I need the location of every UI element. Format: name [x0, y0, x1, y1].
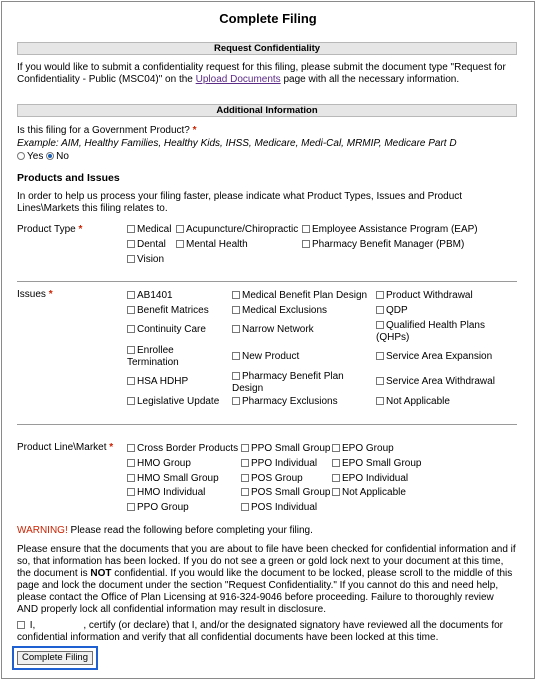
- product-line-label: HMO Individual: [137, 487, 206, 498]
- product-line-checkbox[interactable]: [241, 488, 249, 496]
- product-line-checkbox[interactable]: [127, 474, 135, 482]
- issue-checkbox[interactable]: [127, 325, 135, 333]
- product-type-option-dental[interactable]: [127, 239, 166, 251]
- issue-option-service-area-withdrawal[interactable]: [376, 376, 495, 388]
- confidentiality-text-before: If you would like to submit a confidentiality request for this filing, please submit the document type "Request for Confidentiality - Public (MSC04)" on the: [17, 62, 506, 85]
- issue-label: Service Area Expansion: [386, 351, 493, 362]
- product-line-checkbox[interactable]: [127, 459, 135, 467]
- product-type-label: Medical: [137, 224, 172, 235]
- warning-body: [17, 544, 517, 616]
- product-type-option-pharmacy-benefit-manager-pbm[interactable]: [302, 239, 464, 251]
- government-product-question: [17, 125, 197, 136]
- issue-label: Qualified Health Plans (QHPs): [376, 320, 485, 343]
- product-line-checkbox[interactable]: [332, 474, 340, 482]
- issue-checkbox[interactable]: [232, 306, 240, 314]
- product-line-option-not-applicable[interactable]: [332, 487, 406, 499]
- product-line-label: Cross Border Products: [137, 443, 239, 454]
- issue-checkbox[interactable]: [127, 306, 135, 314]
- product-line-label: HMO Group: [137, 458, 191, 469]
- product-line-checkbox[interactable]: [127, 444, 135, 452]
- product-line-label: PPO Individual: [251, 458, 318, 469]
- issue-option-qualified-health-plans-qhps[interactable]: [376, 320, 516, 344]
- issue-option-service-area-expansion[interactable]: [376, 351, 492, 363]
- issue-label: QDP: [386, 305, 408, 316]
- warning-label: WARNING!: [17, 525, 68, 536]
- issue-option-legislative-update[interactable]: [127, 396, 219, 408]
- product-type-option-medical[interactable]: [127, 224, 171, 236]
- product-line-label: POS Individual: [251, 502, 318, 513]
- issue-option-new-product[interactable]: [232, 351, 299, 363]
- issue-label: Benefit Matrices: [137, 305, 209, 316]
- complete-filing-button[interactable]: Complete Filing: [17, 651, 93, 665]
- product-line-label: HMO Small Group: [137, 473, 219, 484]
- product-line-option-pos-individual[interactable]: [241, 502, 317, 514]
- issue-label: Narrow Network: [242, 324, 314, 335]
- product-line-checkbox[interactable]: [332, 444, 340, 452]
- issue-checkbox[interactable]: [376, 291, 384, 299]
- yes-radio[interactable]: [17, 152, 25, 160]
- required-marker: *: [192, 125, 197, 136]
- request-confidentiality-header: Request Confidentiality: [17, 42, 517, 55]
- certify-checkbox[interactable]: [17, 621, 25, 629]
- issue-checkbox[interactable]: [232, 291, 240, 299]
- issue-checkbox[interactable]: [127, 291, 135, 299]
- issue-option-medical-benefit-plan-design[interactable]: [232, 290, 367, 302]
- product-line-checkbox[interactable]: [241, 503, 249, 511]
- products-issues-intro: In order to help us process your filing faster, please indicate what Product Types, Issues and Product Lines\Markets this filing relates to.: [17, 191, 463, 214]
- product-line-label: PPO Small Group: [251, 443, 331, 454]
- divider: [17, 424, 517, 425]
- product-line-option-hmo-individual[interactable]: [127, 487, 205, 499]
- product-type-option-mental-health[interactable]: [176, 239, 248, 251]
- no-radio-option[interactable]: [46, 151, 69, 162]
- government-product-example: Example: AIM, Healthy Families, Healthy Kids, IHSS, Medicare, Medi-Cal, MRMIP, Medicare Part D: [17, 138, 457, 149]
- product-line-option-pos-small-group[interactable]: [241, 487, 330, 499]
- issue-label: HSA HDHP: [137, 376, 189, 387]
- product-line-option-epo-group[interactable]: [332, 443, 394, 455]
- warning-text: Please read the following before completing your filing.: [67, 525, 313, 536]
- required-marker: *: [109, 442, 114, 453]
- issues-label: Issues: [17, 289, 46, 300]
- issue-label: Not Applicable: [386, 396, 450, 407]
- product-type-label: Pharmacy Benefit Manager (PBM): [312, 239, 465, 250]
- product-type-checkbox[interactable]: [127, 255, 135, 263]
- confidentiality-text: [17, 62, 517, 86]
- product-line-option-ppo-small-group[interactable]: [241, 443, 330, 455]
- product-type-label: Vision: [137, 254, 165, 265]
- issue-checkbox[interactable]: [376, 306, 384, 314]
- issue-label: Pharmacy Benefit Plan Design: [232, 371, 344, 394]
- confidentiality-text-after: page with all the necessary information.: [280, 74, 460, 85]
- warning-body-part2: confidential. If you would like the document to be locked, please scroll to the middle of this page and lock the document under the section "Request Confidentiality." If you cannot do this and need help, please contact the Office of Plan Licensing at 916-324-9046 before proceeding. Failure to thoroughly review AND properly lock all confidential information may result in disclosure.: [17, 568, 513, 615]
- issue-checkbox[interactable]: [127, 346, 135, 354]
- issue-option-medical-exclusions[interactable]: [232, 305, 327, 317]
- government-product-radios: [17, 151, 69, 162]
- product-type-option-vision[interactable]: [127, 254, 164, 266]
- product-line-checkbox[interactable]: [127, 488, 135, 496]
- product-type-label: Dental: [137, 239, 166, 250]
- yes-radio-label: Yes: [27, 151, 44, 162]
- product-line-option-epo-individual[interactable]: [332, 473, 408, 485]
- warning-body-part1: Please ensure that the documents that you are about to file have been checked for confidential information and if so, that information has been locked. If you do not see a green or gold lock next to your document at this time, the document is: [17, 544, 516, 579]
- product-line-checkbox[interactable]: [127, 503, 135, 511]
- required-marker: *: [78, 224, 83, 235]
- product-line-label: POS Group: [251, 473, 303, 484]
- product-type-checkbox[interactable]: [176, 225, 184, 233]
- issue-checkbox[interactable]: [376, 377, 384, 385]
- issue-label: AB1401: [137, 290, 173, 301]
- issue-option-enrollee-termination[interactable]: [127, 345, 227, 369]
- issue-label: Medical Exclusions: [242, 305, 328, 316]
- issue-option-narrow-network[interactable]: [232, 324, 314, 336]
- issue-label: Product Withdrawal: [386, 290, 473, 301]
- issue-checkbox[interactable]: [232, 325, 240, 333]
- product-type-checkbox[interactable]: [127, 225, 135, 233]
- upload-documents-link[interactable]: Upload Documents: [195, 74, 281, 85]
- certify-row: [17, 620, 517, 644]
- issue-checkbox[interactable]: [127, 377, 135, 385]
- product-type-label: Employee Assistance Program (EAP): [312, 224, 478, 235]
- warning-line: [17, 525, 313, 536]
- product-line-option-ppo-group[interactable]: [127, 502, 189, 514]
- issue-label: Continuity Care: [137, 324, 206, 335]
- product-line-checkbox[interactable]: [332, 488, 340, 496]
- product-type-label-row: [17, 224, 82, 235]
- product-type-checkbox[interactable]: [302, 240, 310, 248]
- product-line-option-ppo-individual[interactable]: [241, 458, 317, 470]
- additional-information-header: Additional Information: [17, 104, 517, 117]
- issue-checkbox[interactable]: [232, 352, 240, 360]
- product-line-label: PPO Group: [137, 502, 189, 513]
- issue-label: Medical Benefit Plan Design: [242, 290, 368, 301]
- certify-prefix: I,: [29, 620, 36, 631]
- product-line-label: POS Small Group: [251, 487, 331, 498]
- issue-option-not-applicable[interactable]: [376, 396, 450, 408]
- required-marker: *: [48, 289, 53, 300]
- issue-label: Pharmacy Exclusions: [242, 396, 338, 407]
- issue-label: Service Area Withdrawal: [386, 376, 495, 387]
- issue-label: Legislative Update: [137, 396, 220, 407]
- divider: [17, 281, 517, 282]
- issue-label: New Product: [242, 351, 300, 362]
- no-radio-label: No: [56, 151, 69, 162]
- product-type-label: Mental Health: [186, 239, 248, 250]
- product-line-checkbox[interactable]: [241, 444, 249, 452]
- product-type-checkbox[interactable]: [176, 240, 184, 248]
- product-line-label: EPO Small Group: [342, 458, 422, 469]
- product-line-option-epo-small-group[interactable]: [332, 458, 421, 470]
- product-line-label-row: [17, 442, 113, 453]
- product-line-checkbox[interactable]: [241, 459, 249, 467]
- issue-checkbox[interactable]: [232, 397, 240, 405]
- issue-option-pharmacy-benefit-plan-design[interactable]: [232, 371, 352, 395]
- page-title: Complete Filing: [219, 11, 317, 26]
- product-type-label: Product Type: [17, 224, 76, 235]
- product-line-checkbox[interactable]: [241, 474, 249, 482]
- product-type-checkbox[interactable]: [302, 225, 310, 233]
- product-line-label: EPO Individual: [342, 473, 409, 484]
- product-type-checkbox[interactable]: [127, 240, 135, 248]
- issue-option-qdp[interactable]: [376, 305, 408, 317]
- issue-option-hsa-hdhp[interactable]: [127, 376, 188, 388]
- product-line-option-cross-border-products[interactable]: [127, 443, 238, 455]
- certify-text: , certify (or declare) that I, and/or the designated signatory have reviewed all the documents for confidential information and verify that all confidential documents have been locked at this time.: [17, 620, 504, 643]
- product-line-label: Not Applicable: [342, 487, 406, 498]
- issue-option-benefit-matrices[interactable]: [127, 305, 209, 317]
- issue-label: Enrollee Termination: [127, 345, 179, 368]
- issue-checkbox[interactable]: [376, 352, 384, 360]
- product-type-option-acupuncture-chiropractic[interactable]: [176, 224, 298, 236]
- issue-checkbox[interactable]: [232, 372, 240, 380]
- no-radio[interactable]: [46, 152, 54, 160]
- product-type-option-employee-assistance-program-eap[interactable]: [302, 224, 478, 236]
- product-line-option-hmo-group[interactable]: [127, 458, 191, 470]
- issue-option-pharmacy-exclusions[interactable]: [232, 396, 338, 408]
- product-line-label: Product Line\Market: [17, 442, 107, 453]
- issue-option-product-withdrawal[interactable]: [376, 290, 473, 302]
- issues-label-row: [17, 289, 53, 300]
- product-line-checkbox[interactable]: [332, 459, 340, 467]
- issue-option-ab1401[interactable]: [127, 290, 173, 302]
- product-type-label: Acupuncture/Chiropractic: [186, 224, 299, 235]
- products-issues-heading: Products and Issues: [17, 172, 120, 184]
- issue-checkbox[interactable]: [127, 397, 135, 405]
- issue-option-continuity-care[interactable]: [127, 324, 206, 336]
- issue-checkbox[interactable]: [376, 397, 384, 405]
- issue-checkbox[interactable]: [376, 321, 384, 329]
- yes-radio-option[interactable]: [17, 151, 43, 162]
- warning-body-not: NOT: [90, 568, 112, 579]
- complete-filing-highlight: [12, 646, 98, 670]
- product-line-label: EPO Group: [342, 443, 394, 454]
- product-line-option-hmo-small-group[interactable]: [127, 473, 219, 485]
- government-product-label: Is this filing for a Government Product?: [17, 125, 190, 136]
- product-line-option-pos-group[interactable]: [241, 473, 303, 485]
